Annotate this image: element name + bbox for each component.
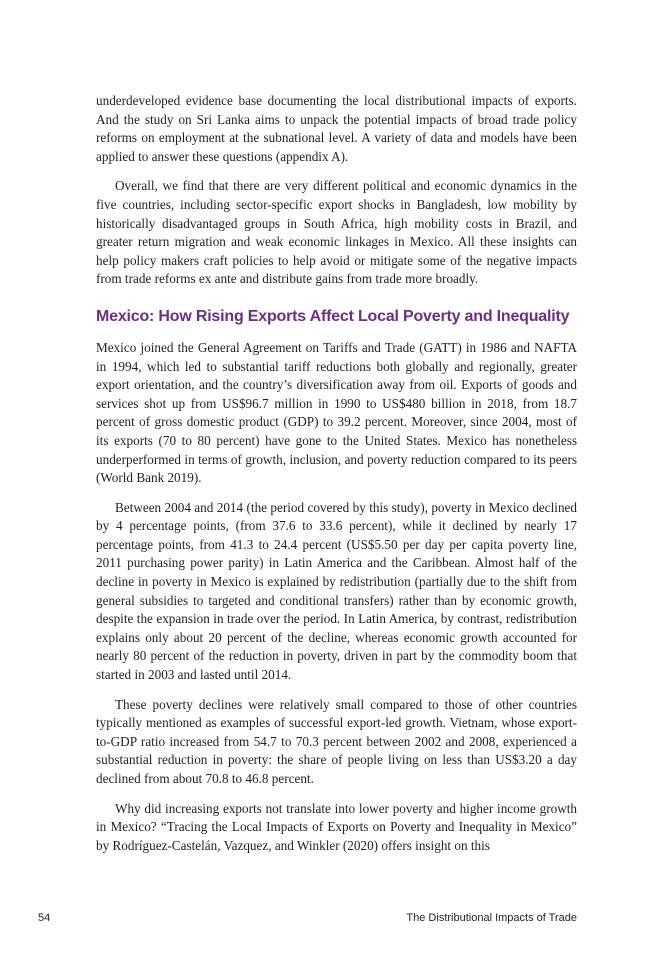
body-paragraph-2: Overall, we find that there are very different political and economic dynamics in the five countries, including sector-specific export shocks in Bangladesh, low mobility by historically disadvantaged groups in South Africa, high mobility costs in Brazil, and greater return migration and weak economic linkages in Mexico. All these insights can help policy makers craft policies to help avoid or mitigate some of the negative impacts from trade reforms ex ante and distribute gains from trade more broadly. [96,178,577,287]
main-text-column [96,92,577,866]
section-paragraph-4: Why did increasing exports not translate into lower poverty and higher income growth in Mexico? “Tracing the Local Impacts of Exports on Poverty and Inequality in Mexico” by Rodríguez-Castelán, Vazquez, and Winkler (2020) offers insight on this [96,800,577,853]
body-paragraph-1: underdeveloped evidence base documenting the local distributional impacts of exports. And the study on Sri Lanka aims to unpack the potential impacts of broad trade policy reforms on employment at the subnational level. A variety of data and models have been applied to answer these questions (appendix A). [96,93,577,164]
section-paragraph-3: These poverty declines were relatively small compared to those of other countries typically mentioned as examples of successful export-led growth. Vietnam, whose export-to-GDP ratio increased from 54.7 to 70.3 percent between 2002 and 2008, experienced a substantial reduction in poverty: the share of people living on less than US$3.20 a day declined from about 70.8 to 46.8 percent. [96,696,577,786]
page-number: 54 [38,912,51,924]
section-paragraph-1: Mexico joined the General Agreement on Tariffs and Trade (GATT) in 1986 and NAFTA in 1994, which led to substantial tariff reductions both globally and regionally, greater export orientation, and the country’s diversification away from oil. Exports of goods and services shot up from US$96.7 million in 1990 to US$480 billion in 2018, from 18.7 percent of gross domestic product (GDP) to 39.2 percent. Moreover, since 2004, most of its exports (70 to 80 percent) have gone to the United States. Mexico has nonetheless underperformed in terms of growth, inclusion, and poverty reduction compared to its peers (World Bank 2019). [96,339,577,486]
section-paragraph-2: Between 2004 and 2014 (the period covered by this study), poverty in Mexico declined by 4 percentage points, (from 37.6 to 33.6 percent), while it declined by nearly 17 percentage points, from 41.3 to 24.4 percent (US$5.50 per day per capita poverty line, 2011 purchasing power parity) in Latin America and the Caribbean. Almost half of the decline in poverty in Mexico is explained by redistribution (partially due to the shift from general subsidies to targeted and conditional transfers) rather than by economic growth, despite the expansion in trade over the period. In Latin America, by contrast, redistribution explains only about 20 percent of the decline, whereas economic growth accounted for nearly 80 percent of the reduction in poverty, driven in part by the commodity boom that started in 2003 and lasted until 2014. [96,499,577,683]
section-heading: Mexico: How Rising Exports Affect Local Poverty and Inequality [96,307,570,325]
running-title: The Distributional Impacts of Trade [406,912,577,924]
